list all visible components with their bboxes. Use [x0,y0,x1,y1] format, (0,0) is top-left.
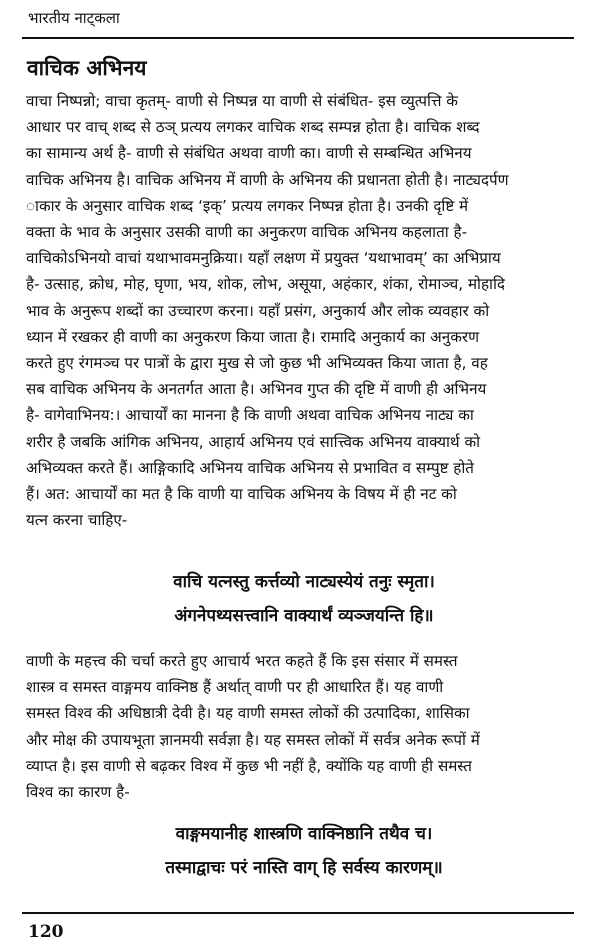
text-line: भाव के अनुरूप शब्दों का उच्चारण करना। यहाँ प्रसंग, अनुकार्य और लोक व्यवहार को [26,301,490,320]
text-line: सब वाचिक अभिनय के अनतर्गत आता है। अभिनव गुप्त की दृष्टि में वाणी ही अभिनय [26,380,487,399]
verse-quote-1 [26,565,582,633]
paragraph-intro [26,88,582,533]
page-number: 120 [28,922,64,942]
text-line: करते हुए रंगमञ्च पर पात्रों के द्वारा मुख से जो कुछ भी अभिव्यक्त किया जाता है, वह [26,354,488,373]
section-title: वाचिक अभिनय [27,56,147,80]
text-line: ध्यान में रखकर ही वाणी का अनुकरण किया जाता है। रामादि अनुकार्य का अनुकरण [26,327,480,346]
text-line: वाणी के महत्त्व की चर्चा करते हुए आचार्य भरत कहते हैं कि इस संसार में समस्त [26,652,458,670]
header-rule [22,37,574,39]
verse-line: वाङ्गमयानीह शास्त्रणि वाक्निष्ठानि तथैव च। [175,824,433,844]
text-line: वाचा निष्पन्नो; वाचा कृतम्- वाणी से निष्पन्न या वाणी से संबंधित- इस व्युत्पत्ति के [26,92,458,110]
verse-line: तस्माद्वाचः परं नास्ति वाग् हि सर्वस्य कारणम्॥ [165,858,443,878]
text-line: अभिव्यक्त करते हैं। आङ्गिकादि अभिनय वाचिक अभिनय से प्रभावित व सम्पुष्ट होते [26,458,474,477]
text-line: समस्त विश्व की अधिष्ठात्री देवी है। यह वाणी समस्त लोकों की उत्पादिका, शासिका [26,704,470,723]
verse-quote-2 [26,817,582,885]
text-line: ाकार के अनुसार वाचिक शब्द ‘इक्’ प्रत्यय लगकर निष्पन्न होता है। उनकी दृष्टि में [26,196,469,215]
text-line: व्याप्त है। इस वाणी से बढ़कर विश्व में कुछ भी नहीं है, क्योंकि यह वाणी ही समस्त [26,756,472,775]
running-header: भारतीय नाट्कला [28,9,120,27]
verse-line: वाचि यत्नस्तु कर्त्तव्यो नाट्यस्येयं तनुः स्मृता। [173,572,435,592]
text-line: है- उत्साह, क्रोध, मोह, घृणा, भय, शोक, लोभ, असूया, अहंकार, शंका, रोमाञ्च, मोहादि [26,275,505,294]
text-line: हैं। अत: आचार्यों का मत है कि वाणी या वाचिक अभिनय के विषय में ही नट को [26,485,457,504]
text-line: वाचिक अभिनय है। वाचिक अभिनय में वाणी के अभिनय की प्रधानता होती है। नाट्यदर्पण [26,170,509,189]
paragraph-importance [26,648,582,805]
text-line: है- वागेवाभिनय:। आचार्यों का मानना है कि वाणी अथवा वाचिक अभिनय नाट्य का [26,406,474,425]
text-line: शास्त्र व समस्त वाङ्गमय वाक्निष्ठ हैं अर्थात् वाणी पर ही आधारित हैं। यह वाणी [26,678,444,697]
text-line: और मोक्ष की उपायभूता ज्ञानमयी सर्वज्ञा है। यह समस्त लोकों में सर्वत्र अनेक रूपों में [26,730,480,749]
text-line: वाचिकोऽभिनयो वाचां यथाभावमनुक्रिया। यहाँ लक्षण में प्रयुक्त ‘यथाभावम्’ का अभिप्राय [26,249,501,268]
text-line: यत्न करना चाहिए- [26,511,128,530]
text-line: आधार पर वाच् शब्द से ठञ् प्रत्यय लगकर वाचिक शब्द सम्पन्न होता है। वाचिक शब्द [26,118,480,137]
footer-rule [22,912,574,914]
verse-line: अंगनेपथ्यसत्त्वानि वाक्यार्थं व्यञ्जयन्ति हि॥ [174,606,434,626]
text-line: का सामान्य अर्थ है- वाणी से संबंधित अथवा वाणी का। वाणी से सम्बन्धित अभिनय [26,144,472,163]
text-line: विश्व का कारण है- [26,783,130,802]
text-line: वक्ता के भाव के अनुसार उसकी वाणी का अनुकरण वाचिक अभिनय कहलाता है- [26,223,468,242]
text-line: शरीर है जबकि आंगिक अभिनय, आहार्य अभिनय एवं सात्त्विक अभिनय वाक्यार्थ को [26,432,481,451]
